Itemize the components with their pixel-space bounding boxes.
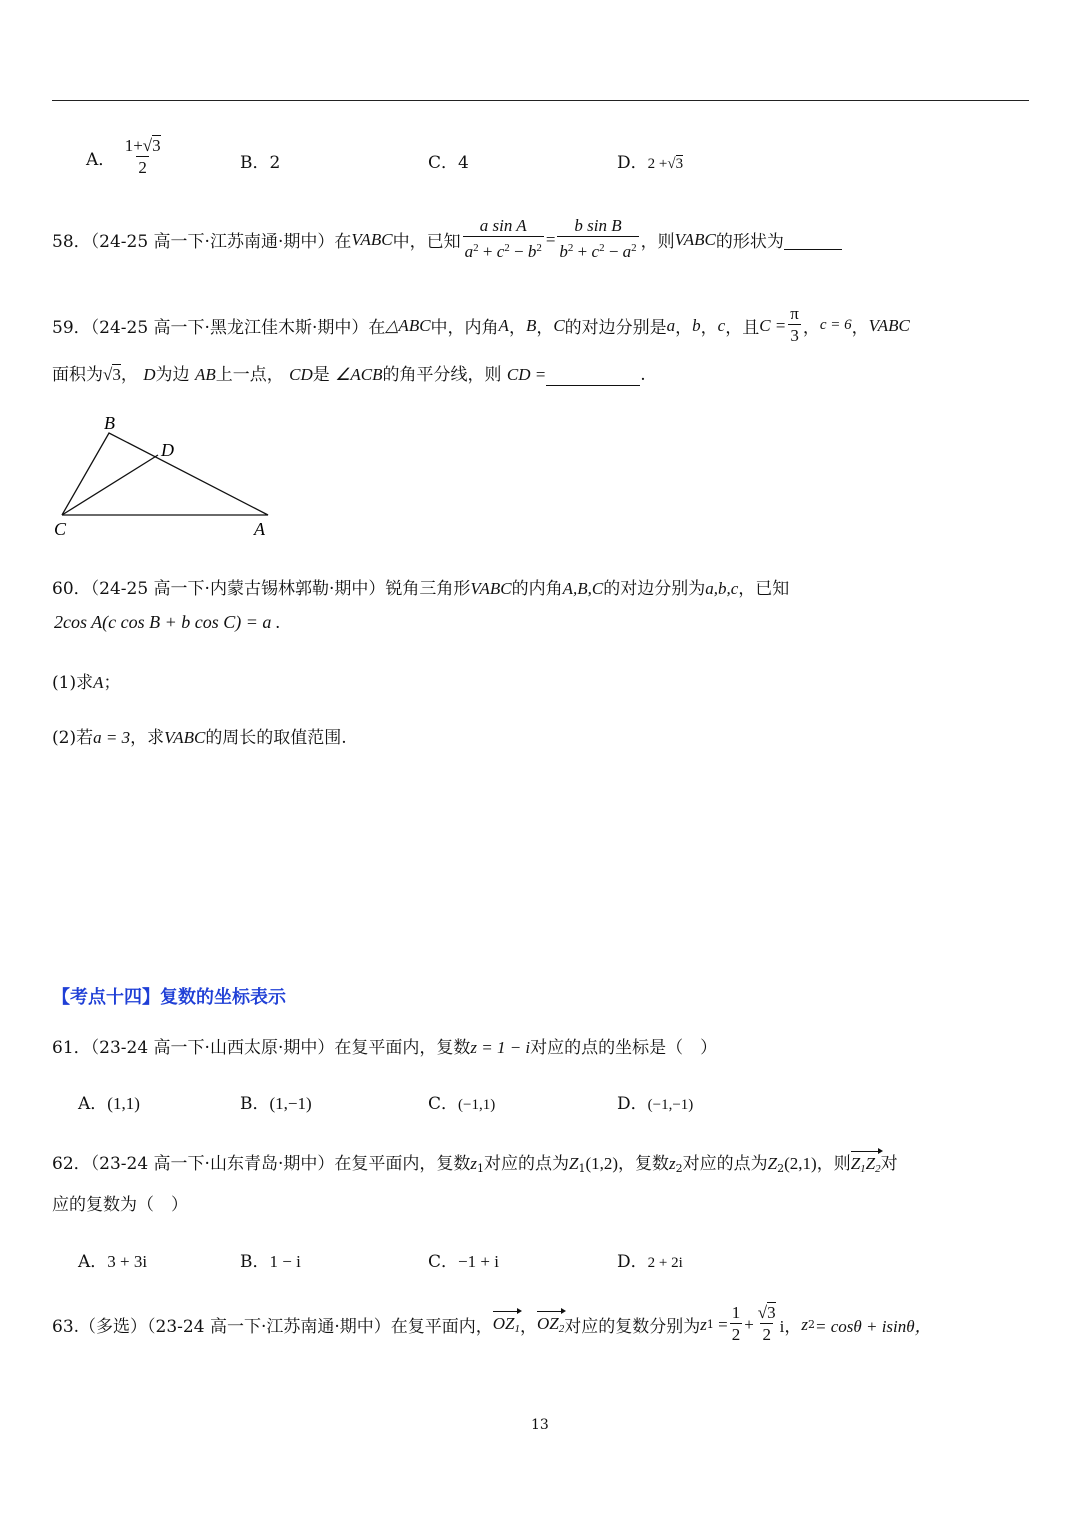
q62-option-b: B．1 − i	[240, 1252, 301, 1272]
label-a: A	[254, 519, 265, 539]
answer-blank[interactable]	[784, 229, 842, 250]
question-59-line1: 59．（24-25 高一下·黑龙江佳木斯·期中）在 △ABC 中，内角 A ， B ， C 的对边分别是 a ， b ， c ，且 C = $\frac{\pi}{3}$ ， c = 6 ， VABC	[52, 304, 910, 345]
label-d: D	[161, 440, 174, 460]
page-number: 13	[531, 1417, 549, 1433]
q62-option-d: D．2 + 2i	[617, 1252, 683, 1272]
q61-option-b: B．(1,−1)	[240, 1094, 312, 1114]
q57-option-c: C．4	[428, 153, 469, 173]
question-62-line1: 62．（23-24 高一下·山东青岛·期中）在复平面内，复数$z_1$对应的点为$Z_1(1,2)$，复数$z_2$对应的点为$Z_2(2,1)$，则$Z_1Z_2$对	[52, 1154, 898, 1175]
question-60-part1: (1)求A；	[52, 673, 121, 693]
q58-fraction-1: $\frac{\text{a sin A}}{a^2 + c^2 - b^2}$	[464, 216, 542, 261]
q61-option-c: C．(−1,1)	[428, 1094, 496, 1114]
question-60-equation: 2cos A(c cos B + b cos C) = a .	[54, 612, 281, 632]
header-rule	[52, 100, 1029, 101]
q57-option-d: D．2 +√3	[617, 153, 684, 173]
q57-option-a: A． $\frac{1+√3}{2}$	[86, 136, 161, 177]
q61-option-d: D．(−1,−1)	[617, 1094, 694, 1114]
question-61: 61．（23-24 高一下·山西太原·期中）在复平面内，复数z = 1 − i对应的点的坐标是（ ）	[52, 1038, 718, 1058]
angle-bisector-cd	[62, 455, 158, 515]
q61-option-a: A．(1,1)	[78, 1094, 140, 1114]
label-b: B	[104, 413, 115, 433]
question-58: 58．（24-25 高一下·江苏南通·期中）在 VABC 中，已知 $\frac{\text{a sin A}}{a^2 + c^2 - b^2}$ = $\frac{\text{b sin B}}{b^2 + c^2 - a^2}$ ，则 VABC 的形状为	[52, 216, 842, 263]
question-60-line1: 60．（24-25 高一下·内蒙古锡林郭勒·期中）锐角三角形VABC的内角A,B,C的对边分别为a,b,c，已知	[52, 579, 790, 599]
question-59-line2: 面积为√3， D为边 AB上一点， CD是 ∠ACB的角平分线，则 CD = .	[52, 365, 646, 385]
question-63: 63.（多选）（23-24 高一下·江苏南通·期中）在复平面内， $OZ_1$ ， $OZ_2$ 对应的复数分别为 z 1 = $\frac{1}{2}$ + $\frac{√3}{2}$ i， z 2 = cosθ + isinθ，	[52, 1303, 932, 1344]
label-c: C	[54, 519, 67, 539]
q62-option-a: A．3 + 3i	[78, 1252, 148, 1272]
answer-blank[interactable]	[546, 365, 640, 386]
triangle-figure	[40, 405, 290, 545]
question-62-line2: 应的复数为（ ）	[52, 1195, 188, 1215]
q58-fraction-2: $\frac{\text{b sin B}}{b^2 + c^2 - a^2}$	[559, 216, 637, 261]
section-heading: 【考点十四】复数的坐标表示	[52, 987, 286, 1008]
question-60-part2: (2)若a = 3，求VABC的周长的取值范围.	[52, 728, 347, 748]
q57-option-b: B．2	[240, 153, 281, 173]
q62-option-c: C．−1 + i	[428, 1252, 499, 1272]
